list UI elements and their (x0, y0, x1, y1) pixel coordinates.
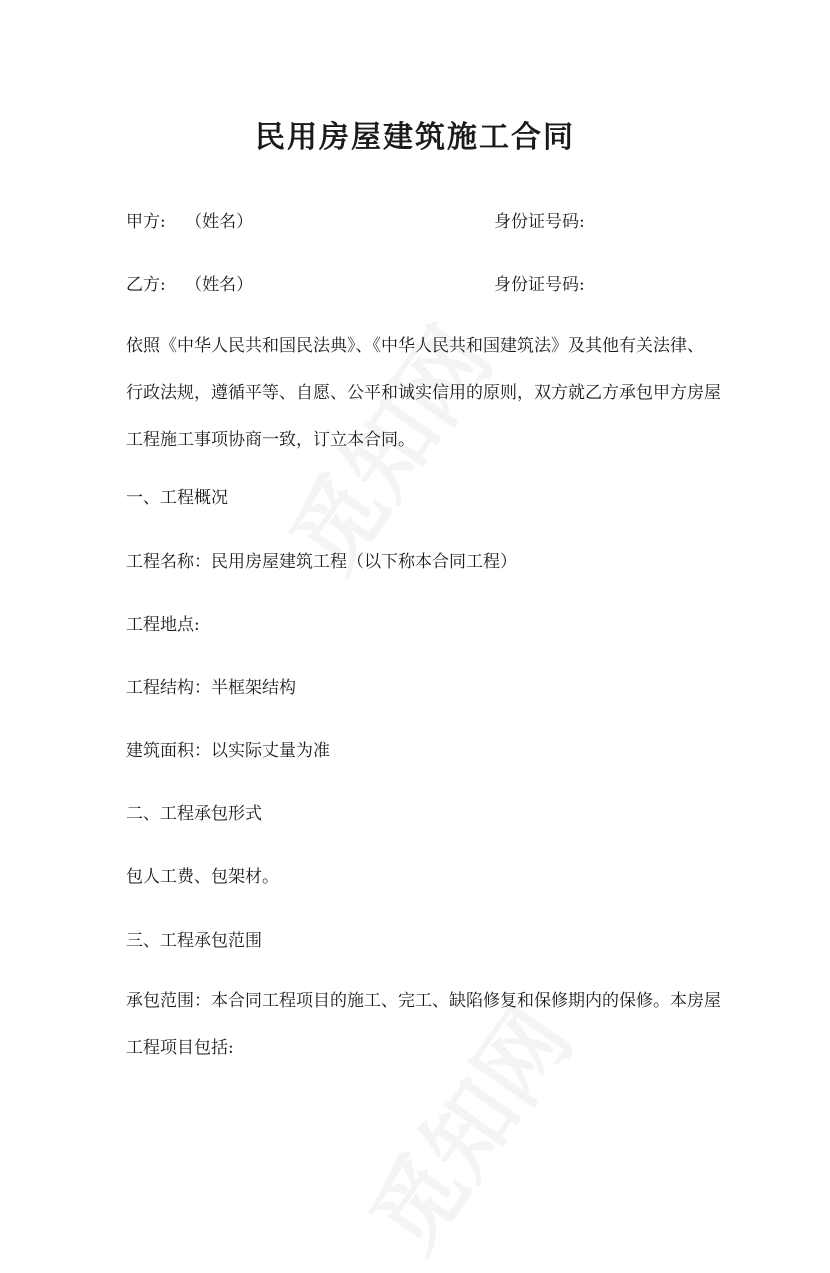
scope-line: 工程项目包括: (126, 1038, 234, 1058)
project-structure: 工程结构：半框架结构 (126, 678, 296, 698)
intro-line: 依照《中华人民共和国民法典》、《中华人民共和国建筑法》及其他有关法律、 (126, 336, 704, 356)
document-title: 民用房屋建筑施工合同 (255, 120, 575, 155)
party-b-name: （姓名） (185, 275, 254, 295)
contract-form: 包人工费、包架材。 (126, 867, 279, 887)
party-b-label: 乙方: (126, 275, 166, 295)
party-a-row (126, 209, 585, 235)
section-1-heading: 一、工程概况 (126, 488, 228, 508)
project-location: 工程地点: (126, 615, 200, 635)
project-name: 工程名称：民用房屋建筑工程（以下称本合同工程） (126, 552, 517, 572)
intro-line: 工程施工事项协商一致，订立本合同。 (126, 430, 415, 450)
party-a-label: 甲方: (126, 212, 166, 232)
party-b-id-label: 身份证号码: (494, 275, 585, 295)
party-a-name: （姓名） (185, 212, 254, 232)
building-area: 建筑面积：以实际丈量为准 (126, 741, 330, 761)
party-a-id-label: 身份证号码: (494, 212, 585, 232)
section-3-heading: 三、工程承包范围 (126, 931, 262, 951)
intro-paragraph (126, 323, 721, 464)
scope-paragraph (126, 978, 721, 1072)
section-2-heading: 二、工程承包形式 (126, 804, 262, 824)
scope-line: 承包范围：本合同工程项目的施工、完工、缺陷修复和保修期内的保修。本房屋 (126, 991, 721, 1011)
party-b-row (126, 272, 585, 298)
intro-line: 行政法规，遵循平等、自愿、公平和诚实信用的原则，双方就乙方承包甲方房屋 (126, 383, 721, 403)
